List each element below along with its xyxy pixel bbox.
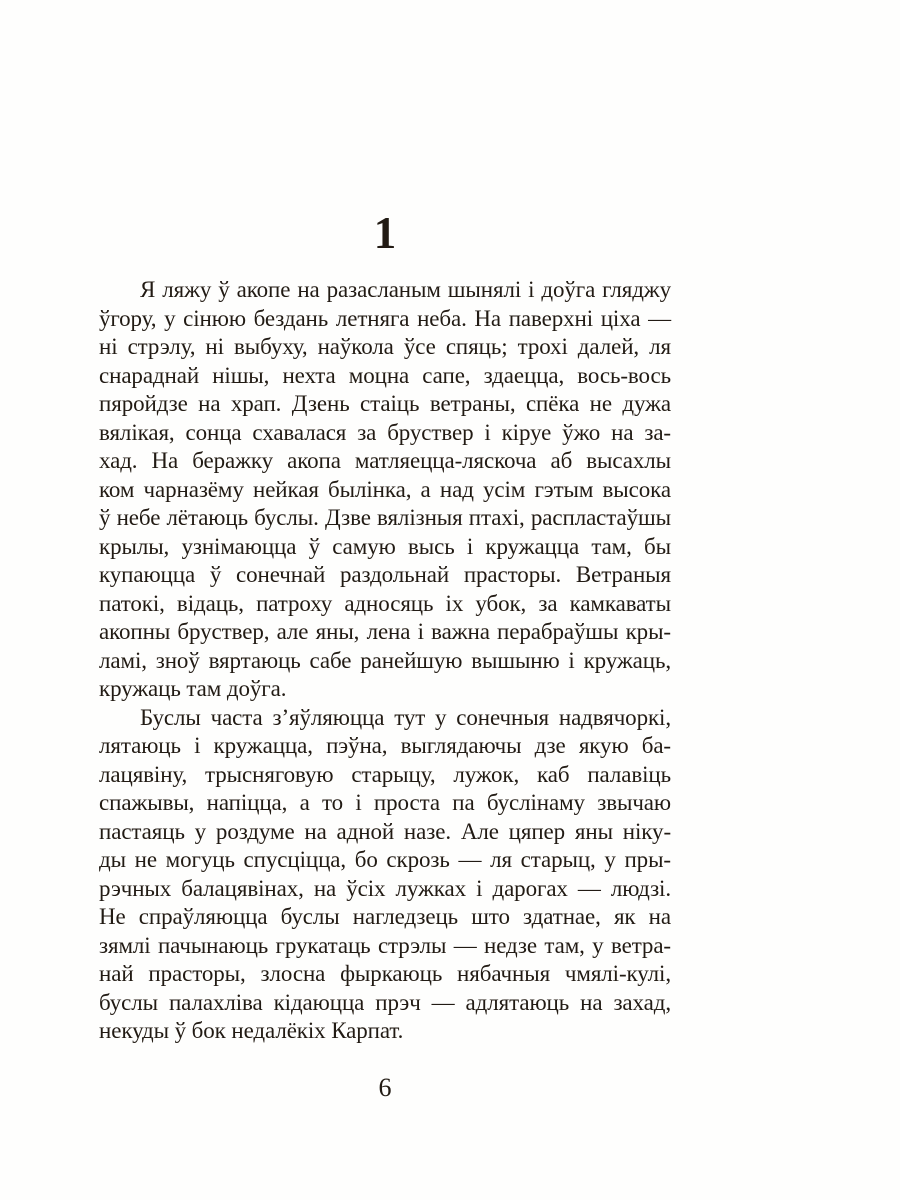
text-line: купаюцца ў сонечнай раздольнай прасторы. Ветраныя: [99, 562, 671, 587]
text-line: некуды ў бок недалёкіх Карпат.: [99, 1018, 404, 1043]
text-line: пастаяць у роздуме на адной назе. Але цяпер яны ніку-: [99, 818, 671, 844]
page-number: 6: [378, 1073, 392, 1102]
text-line: зямлі пачынаюць грукатаць стрэлы — недзе там, у ветра-: [99, 932, 671, 958]
text-line: акопны бруствер, але яны, лена і важна перабраўшы кры-: [99, 619, 671, 644]
paragraph: [99, 276, 671, 704]
paragraph: [99, 704, 671, 1046]
text-line: най прасторы, злосна фыркаюць нябачныя чмялі-кулі,: [99, 961, 671, 986]
text-line: ўгору, у сінюю бездань летняга неба. На паверхні ціха —: [99, 305, 671, 331]
text-line: ком чарназёму нейкая былінка, а над усім гэтым высока: [99, 476, 671, 502]
text-line: рэчных балацявінах, на ўсіх лужках і дарогах — людзі.: [99, 875, 671, 901]
text-line: спажывы, напіцца, а то і проста па буслінаму звычаю: [99, 790, 671, 815]
text-line: хад. На беражку акопа матляецца-ляскоча аб высахлы: [99, 448, 671, 473]
text-line: снараднай нішы, нехта моцна сапе, здаецца, вось-вось: [99, 362, 671, 388]
text-line: Я ляжу ў акопе на разасланым шынялі і доўга гляджу: [140, 277, 671, 302]
text-line: крылы, узнімаюцца ў самую высь і кружацца там, бы: [99, 533, 671, 559]
text-line: патокі, відаць, патроху адносяць іх убок, за камкаваты: [99, 590, 671, 616]
text-line: ды не могуць спусціцца, бо скрозь — ля старыц, у пры-: [99, 847, 671, 872]
text-line: пяройдзе на храп. Дзень стаіць ветраны, спёка не дужа: [99, 391, 671, 416]
text-line: кружаць там доўга.: [99, 676, 287, 701]
body-text: [99, 276, 671, 1046]
text-line: вялікая, сонца схавалася за бруствер і кіруе ўжо на за-: [99, 419, 671, 445]
text-line: лацявіну, трысняговую старыцу, лужок, каб палавіць: [99, 761, 671, 787]
text-line: Не спраўляюцца буслы нагледзець што здатнае, як на: [99, 904, 671, 929]
text-line: ў небе лётаюць буслы. Дзве вялізныя птахі, распластаўшы: [99, 505, 671, 530]
chapter-number: 1: [373, 208, 397, 258]
text-line: буслы палахліва кідаюцца прэч — адлятаюць на захад,: [99, 989, 671, 1015]
text-line: Буслы часта з’яўляюцца тут у сонечныя надвячоркі,: [140, 704, 671, 730]
text-line: лятаюць і кружацца, пэўна, выглядаючы дзе якую ба-: [99, 733, 671, 758]
text-line: ні стрэлу, ні выбуху, наўкола ўсе спяць; трохі далей, ля: [99, 334, 671, 359]
text-line: ламі, зноў вяртаюць сабе ранейшую вышыню і кружаць,: [99, 647, 671, 673]
